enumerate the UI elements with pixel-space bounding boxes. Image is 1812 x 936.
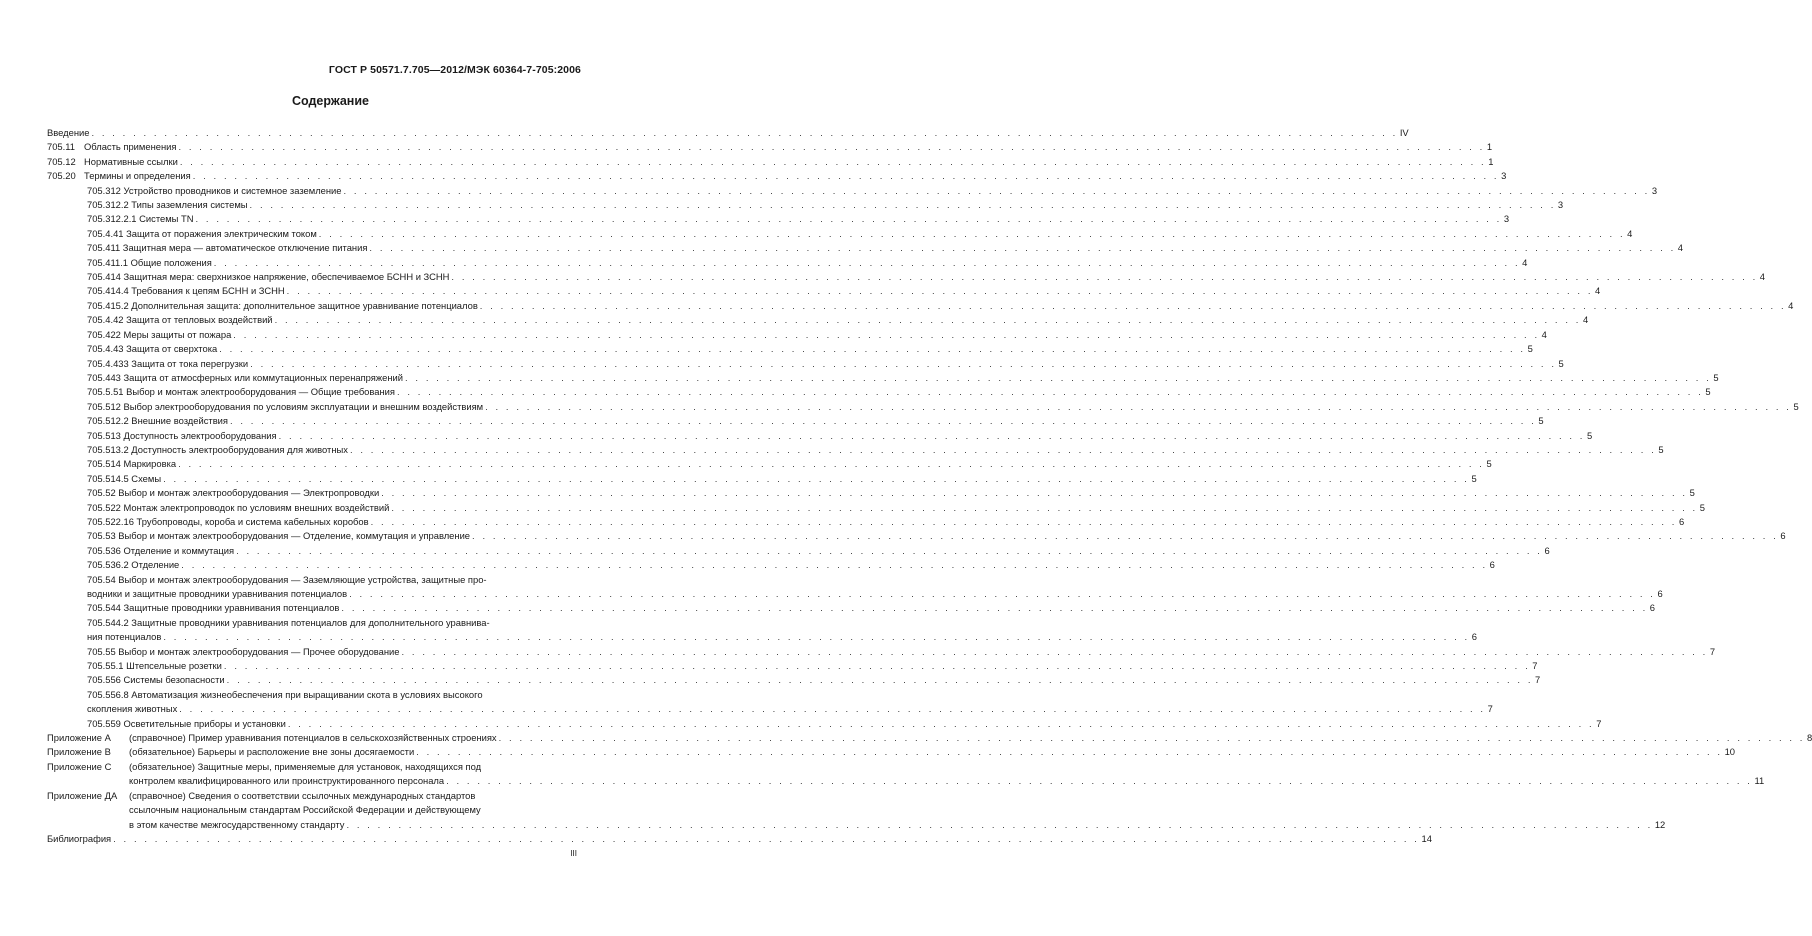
toc-page-number: 5 xyxy=(1689,487,1695,499)
toc-leader-dots xyxy=(181,558,1487,572)
toc-title: 705.312.2.1 Системы TN xyxy=(87,213,194,225)
toc-entry-text xyxy=(87,227,317,241)
toc-entry-line xyxy=(129,774,1765,788)
toc-leader-dots xyxy=(287,284,1593,298)
toc-title: 705.512 Выбор электрооборудования по условиям эксплуатации и внешним воздействиям xyxy=(87,400,484,412)
appendix-code: Приложение ДА xyxy=(47,789,118,801)
toc-entry-line xyxy=(47,212,1510,226)
toc-title: Нормативные ссылки xyxy=(84,155,178,167)
toc-page-number: 6 xyxy=(1544,544,1550,556)
toc-page-number: 4 xyxy=(1677,242,1683,254)
toc-leader-dots xyxy=(163,472,1469,486)
toc-entry-line xyxy=(47,414,1544,428)
toc-entry-line xyxy=(47,342,1533,356)
toc-appendix-entry xyxy=(47,789,1666,832)
toc-title: 705.414.4 Требования к цепям БСНН и ЗСНН xyxy=(87,285,285,297)
toc-entry-text xyxy=(87,673,225,687)
toc-title: 705.522 Монтаж электропроводок по условиям внешних воздействий xyxy=(87,501,390,513)
toc-page-number: 5 xyxy=(1486,458,1492,470)
toc-entry-text xyxy=(87,659,222,673)
toc-entry-text xyxy=(87,544,234,558)
toc-title: 705.4.433 Защита от тока перегрузки xyxy=(87,357,249,369)
toc-page-number: 6 xyxy=(1489,559,1495,571)
toc-entry-text xyxy=(87,429,277,443)
toc-page-number: 6 xyxy=(1471,631,1477,643)
toc-page-number: 5 xyxy=(1713,371,1719,383)
toc-leader-dots xyxy=(451,270,1757,284)
toc-entry-line xyxy=(47,558,1495,572)
toc-leader-dots xyxy=(344,184,1650,198)
toc-entry-text xyxy=(87,645,400,659)
toc-leader-dots xyxy=(369,241,1675,255)
toc-leader-dots xyxy=(163,630,1469,644)
toc-entry-text xyxy=(87,443,348,457)
toc-page-number: 4 xyxy=(1759,271,1766,283)
toc-entry-line xyxy=(47,299,1794,313)
toc-entry-text xyxy=(87,198,248,212)
toc-leader-dots xyxy=(279,429,1585,443)
toc-page-number: 7 xyxy=(1709,645,1716,657)
toc-leader-dots xyxy=(250,357,1556,371)
toc-page-number: IV xyxy=(1399,127,1409,138)
toc-page-number: 4 xyxy=(1582,314,1589,326)
toc-entry-line xyxy=(47,155,1494,169)
toc-entry-line xyxy=(47,659,1538,673)
toc-page-number: 4 xyxy=(1522,256,1528,268)
toc-entry-line xyxy=(47,357,1564,371)
toc-leader-dots xyxy=(341,601,1647,615)
toc-title: 705.514 Маркировка xyxy=(87,458,177,470)
toc-entry-text xyxy=(87,601,339,615)
toc-leader-dots xyxy=(91,126,1397,140)
toc-entry-line xyxy=(129,745,1736,759)
toc-title: 705.53 Выбор и монтаж электрооборудования — Отделение, коммутация и управление xyxy=(87,530,471,542)
toc-title: 705.5.51 Выбор и монтаж электрооборудования — Общие требования xyxy=(87,386,395,398)
toc-entry-line xyxy=(47,457,1492,471)
toc-page-number: 5 xyxy=(1538,415,1544,427)
toc-entry-text xyxy=(129,774,444,788)
toc-entry-text xyxy=(87,501,389,515)
toc-entry-text xyxy=(87,371,403,385)
toc-leader-dots xyxy=(227,673,1533,687)
appendix-title-line: (справочное) Сведения о соответствии ссылочных международных стандартов xyxy=(129,789,476,801)
toc-page-number: 3 xyxy=(1651,184,1658,196)
toc-appendix-entry xyxy=(47,760,1765,789)
appendix-body xyxy=(129,760,1765,789)
toc-leader-dots xyxy=(349,587,1655,601)
toc-entry-text xyxy=(87,400,483,414)
toc-title: 705.443 Защита от атмосферных или коммутационных перенапряжений xyxy=(87,371,403,383)
toc-title: 705.522.16 Трубопроводы, короба и система кабельных коробов xyxy=(87,515,369,527)
toc-title: 705.4.43 Защита от сверхтока xyxy=(87,343,218,355)
toc-page-number: 4 xyxy=(1541,328,1547,340)
toc-page-number: 5 xyxy=(1793,400,1799,412)
toc-section-code: 705.20 xyxy=(47,170,76,182)
toc-title: 705.559 Осветительные приборы и установки xyxy=(87,717,286,729)
toc-entry-text xyxy=(87,328,231,342)
toc-title: 705.513 Доступность электрооборудования xyxy=(87,429,277,441)
toc-page-number: 4 xyxy=(1627,227,1633,239)
toc-page-number: 1 xyxy=(1488,155,1494,167)
toc-page-number: 10 xyxy=(1724,746,1736,758)
toc-entry-text xyxy=(87,241,367,255)
toc-entry-line xyxy=(47,717,1602,731)
toc-entry-line xyxy=(47,227,1633,241)
toc-leader-dots xyxy=(196,212,1502,226)
toc-entry-line xyxy=(47,313,1589,327)
toc-section-code: 705.11 xyxy=(47,141,75,153)
toc-leader-dots xyxy=(346,818,1652,832)
toc-page-number: 4 xyxy=(1788,299,1794,311)
toc-entry-line xyxy=(47,284,1601,298)
appendix-body xyxy=(129,789,1666,832)
toc-title-line: 705.54 Выбор и монтаж электрооборудования — Заземляющие устройства, защитные про- xyxy=(87,573,487,585)
toc-entry-line xyxy=(47,328,1547,342)
toc-title: 705.544 Защитные проводники уравнивания потенциалов xyxy=(87,602,340,614)
toc-leader-dots xyxy=(397,385,1703,399)
toc-leader-dots xyxy=(446,774,1752,788)
toc-title: 705.4.42 Защита от тепловых воздействий xyxy=(87,314,273,326)
toc-entry-text xyxy=(87,313,273,327)
toc-page-number: 3 xyxy=(1557,199,1564,211)
toc-title: Термины и определения xyxy=(84,170,191,182)
toc-entry-text xyxy=(129,818,344,832)
appendix-code: Приложение С xyxy=(47,760,112,772)
toc-page-number: 7 xyxy=(1532,660,1538,672)
toc-leader-dots xyxy=(480,299,1786,313)
toc-leader-dots xyxy=(230,414,1536,428)
toc-entry-line xyxy=(47,529,1786,543)
toc-title: 705.312 Устройство проводников и системное заземление xyxy=(87,184,342,196)
toc-leader-dots xyxy=(405,371,1711,385)
toc-entry-text xyxy=(87,299,478,313)
toc-leader-dots xyxy=(219,342,1525,356)
toc-entry-line xyxy=(47,184,1658,198)
toc-entry-line xyxy=(47,371,1719,385)
toc-entry-line xyxy=(47,126,1409,140)
toc-entry-line xyxy=(47,486,1695,500)
toc-entry-line xyxy=(47,256,1528,270)
toc-entry-line xyxy=(47,673,1541,687)
toc-appendix-entry xyxy=(47,731,1812,745)
toc-leader-dots xyxy=(288,717,1594,731)
toc-entry-text xyxy=(47,832,111,846)
toc-entry-text xyxy=(47,155,178,169)
toc-page-number: 12 xyxy=(1654,818,1666,830)
toc-entry-text xyxy=(87,385,395,399)
toc-page-number: 11 xyxy=(1754,775,1765,787)
toc-leader-dots xyxy=(214,256,1520,270)
toc-title: 705.422 Меры защиты от пожара xyxy=(87,328,232,340)
toc-page-number: 5 xyxy=(1699,501,1705,513)
appendix-code: Приложение А xyxy=(47,732,111,744)
page-number: III xyxy=(570,849,577,858)
toc-leader-dots xyxy=(113,832,1419,846)
toc-title: 705.415.2 Дополнительная защита: дополнительное защитное уравнивание потенциалов xyxy=(87,299,478,311)
toc-title-line: скопления животных xyxy=(87,703,178,715)
toc-page-number: 3 xyxy=(1501,170,1507,182)
toc-leader-dots xyxy=(180,155,1486,169)
toc-entry-line xyxy=(47,544,1550,558)
toc-entry-text xyxy=(87,270,449,284)
toc-entry-text xyxy=(87,630,161,644)
toc-entry-line xyxy=(47,385,1711,399)
toc-page-number: 7 xyxy=(1535,674,1541,686)
toc-page-number: 8 xyxy=(1807,732,1812,744)
toc-leader-dots xyxy=(472,529,1778,543)
toc-entry-text xyxy=(87,256,212,270)
toc-page-number: 6 xyxy=(1657,588,1663,599)
page-title: Содержание xyxy=(291,94,369,108)
appendix-title-line: контролем квалифицированного или проинструктированного персонала xyxy=(129,775,445,787)
toc-title: 705.411 Защитная мера — автоматическое отключение питания xyxy=(87,242,368,254)
document-header: ГОСТ Р 50571.7.705—2012/МЭК 60364-7-705:2006 xyxy=(328,64,581,76)
toc-leader-dots xyxy=(233,328,1539,342)
toc-title-line: водники и защитные проводники уравнивания потенциалов xyxy=(87,588,348,599)
toc-entry-text xyxy=(47,169,191,183)
toc-leader-dots xyxy=(416,745,1722,759)
toc-entry-line xyxy=(47,241,1683,255)
toc-entry-text xyxy=(87,717,286,731)
toc-title: 705.556 Системы безопасности xyxy=(87,674,225,686)
toc-leader-dots xyxy=(179,702,1485,716)
toc-page-number: 7 xyxy=(1487,703,1493,715)
toc-entry-text xyxy=(87,515,369,529)
toc-entry-line xyxy=(47,832,1432,846)
toc-title-line: 705.556.8 Автоматизация жизнеобеспечения при выращивании скота в условиях высокого xyxy=(87,688,483,700)
toc-appendix-entry xyxy=(47,745,1736,759)
toc-page-number: 14 xyxy=(1421,832,1432,844)
toc-page-number: 7 xyxy=(1596,717,1602,729)
toc-entry-line xyxy=(47,270,1766,284)
toc-leader-dots xyxy=(350,443,1656,457)
toc-leader-dots xyxy=(250,198,1556,212)
toc-section-code: 705.12 xyxy=(47,155,76,167)
toc-title-line: 705.544.2 Защитные проводники уравнивания потенциалов для дополнительного уравнива- xyxy=(87,616,490,628)
toc-entry-line xyxy=(129,731,1812,745)
appendix-title-line: в этом качестве межгосударственному стандарту xyxy=(129,818,345,830)
toc-page-number: 5 xyxy=(1705,386,1711,398)
toc-entry-text xyxy=(87,529,470,543)
toc-entry-text xyxy=(87,414,228,428)
toc-entry-line xyxy=(47,472,1477,486)
toc-page-number: 5 xyxy=(1558,357,1564,369)
toc-entry-text xyxy=(87,357,248,371)
toc-entry xyxy=(47,573,1663,602)
toc-title: Введение xyxy=(47,127,90,138)
toc-page-number: 6 xyxy=(1780,530,1786,542)
toc-entry-text xyxy=(87,184,342,198)
toc-entry-line xyxy=(87,630,1477,644)
toc-title: 705.52 Выбор и монтаж электрооборудования — Электропроводки xyxy=(87,487,380,499)
toc-leader-dots xyxy=(224,659,1530,673)
toc-page-number: 5 xyxy=(1471,472,1477,484)
toc-title: 705.514.5 Схемы xyxy=(87,472,162,484)
toc-entry-line xyxy=(87,702,1493,716)
toc-entry-line xyxy=(47,501,1705,515)
toc-title: 705.4.41 Защита от поражения электрическим током xyxy=(87,227,317,239)
toc-entry-text xyxy=(87,342,217,356)
appendix-body xyxy=(129,731,1812,745)
toc-page-number: 5 xyxy=(1527,343,1533,355)
toc-entry-text xyxy=(87,284,285,298)
toc-entry-text xyxy=(87,457,176,471)
toc-leader-dots xyxy=(402,645,1708,659)
appendix-title-line: (обязательное) Защитные меры, применяемые для установок, находящихся под xyxy=(129,760,482,772)
toc-entry-text xyxy=(87,212,194,226)
appendix-title-line: (обязательное) Барьеры и расположение вне зоны досягаемости xyxy=(129,746,415,758)
toc-entry-line xyxy=(47,601,1655,615)
toc-title: 705.411.1 Общие положения xyxy=(87,256,212,268)
toc-entry-line xyxy=(47,198,1564,212)
toc-leader-dots xyxy=(499,731,1805,745)
toc-entry-line xyxy=(47,443,1664,457)
toc-entry-text xyxy=(47,126,89,140)
toc-title: 705.513.2 Доступность электрооборудования для животных xyxy=(87,443,348,455)
toc-entry xyxy=(47,616,1477,645)
toc-title: 705.536 Отделение и коммутация xyxy=(87,544,235,556)
toc-entry-text xyxy=(87,558,179,572)
toc-title: Область применения xyxy=(84,141,177,153)
toc-entry-line xyxy=(129,818,1666,832)
toc-entry-line xyxy=(87,587,1663,601)
toc-title: 705.55.1 Штепсельные розетки xyxy=(87,660,222,672)
toc-entry-text xyxy=(87,472,161,486)
toc-leader-dots xyxy=(178,140,1484,154)
toc-page-number: 6 xyxy=(1649,602,1655,614)
toc-page-number: 4 xyxy=(1595,285,1601,297)
toc-entry-text xyxy=(129,731,497,745)
toc-entry-text xyxy=(47,140,176,154)
appendix-title-line: ссылочным национальным стандартам Российской Федерации и действующему xyxy=(129,804,481,816)
toc-entry-line xyxy=(47,169,1507,183)
toc-entry-text xyxy=(87,702,177,716)
toc-title: 705.55 Выбор и монтаж электрооборудования — Прочее оборудование xyxy=(87,645,400,657)
toc-leader-dots xyxy=(178,457,1484,471)
toc-leader-dots xyxy=(236,544,1542,558)
toc-entry xyxy=(47,688,1493,717)
toc-entry-line xyxy=(47,400,1799,414)
toc-leader-dots xyxy=(371,515,1677,529)
toc-leader-dots xyxy=(275,313,1581,327)
appendix-code: Приложение В xyxy=(47,746,111,758)
toc-entry-line xyxy=(47,429,1593,443)
toc-title: 705.512.2 Внешние воздействия xyxy=(87,415,228,427)
toc-title: Библиография xyxy=(47,832,112,844)
toc-title: 705.536.2 Отделение xyxy=(87,559,180,571)
toc-leader-dots xyxy=(193,169,1499,183)
toc-page-number: 1 xyxy=(1486,141,1493,153)
toc-entry-text xyxy=(87,486,379,500)
toc-page-number: 5 xyxy=(1658,443,1664,455)
toc-entry-line xyxy=(47,645,1716,659)
appendix-body xyxy=(129,745,1736,759)
toc-entry-line xyxy=(47,515,1685,529)
table-of-contents xyxy=(47,126,1812,846)
toc-entry-line xyxy=(47,140,1493,154)
toc-leader-dots xyxy=(381,486,1687,500)
toc-title-line: ния потенциалов xyxy=(87,631,162,643)
toc-entry-text xyxy=(129,745,414,759)
toc-title: 705.312.2 Типы заземления системы xyxy=(87,199,248,211)
toc-title: 705.414 Защитная мера: сверхнизкое напряжение, обеспечиваемое БСНН и ЗСНН xyxy=(87,271,450,283)
toc-page-number: 3 xyxy=(1503,213,1510,225)
toc-page-number: 5 xyxy=(1587,429,1593,441)
toc-leader-dots xyxy=(485,400,1791,414)
toc-leader-dots xyxy=(319,227,1625,241)
appendix-title-line: (справочное) Пример уравнивания потенциалов в сельскохозяйственных строениях xyxy=(129,732,497,744)
toc-entry-text xyxy=(87,587,347,601)
toc-leader-dots xyxy=(391,501,1697,515)
toc-page-number: 6 xyxy=(1679,515,1685,527)
